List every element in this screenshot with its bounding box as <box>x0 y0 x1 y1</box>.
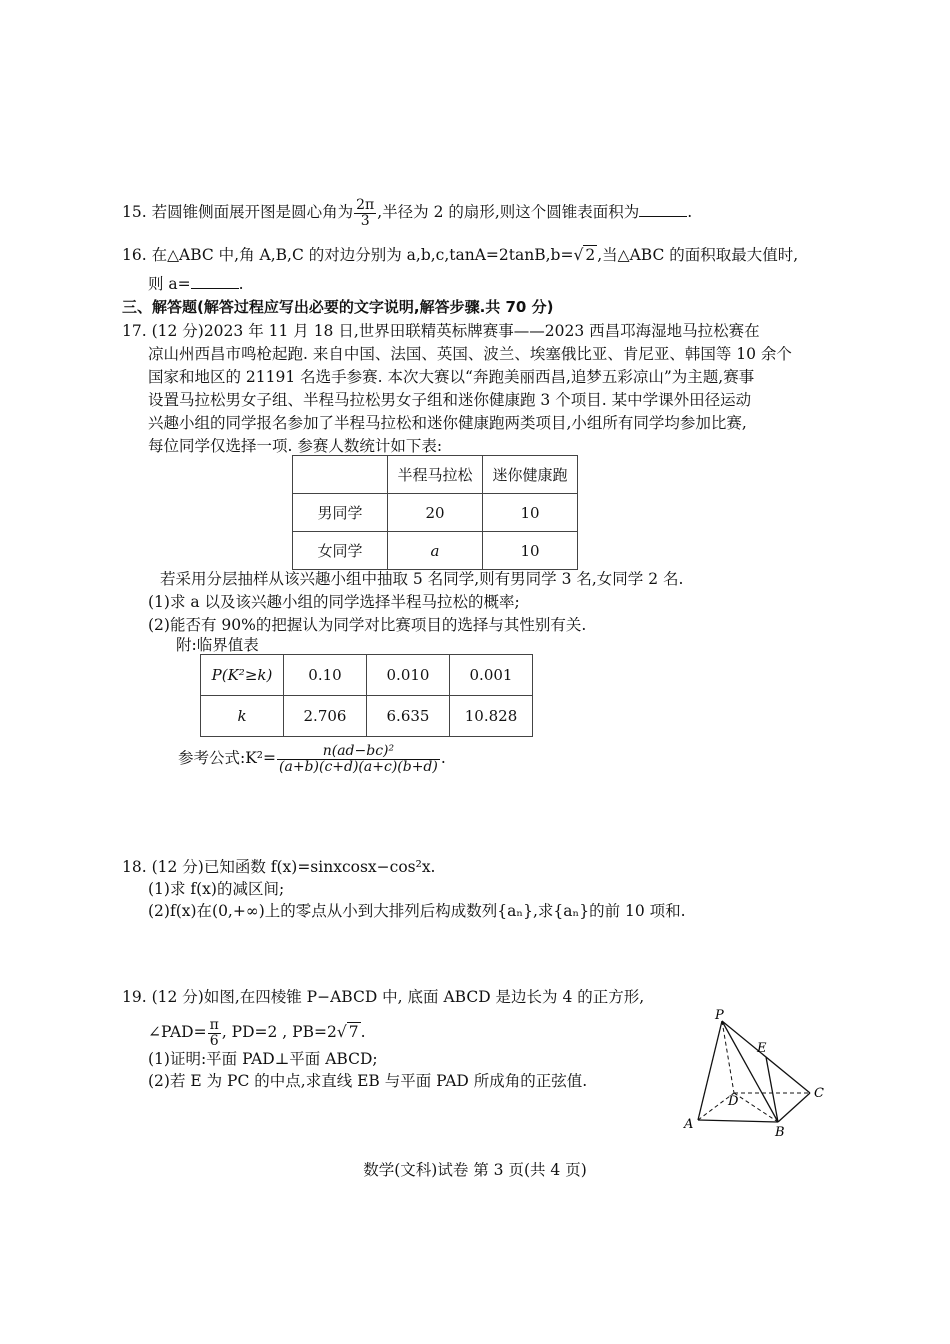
formula-end: . <box>440 749 446 767</box>
q17-line-5: 兴趣小组的同学报名参加了半程马拉松和迷你健康跑两类项目,小组所有同学均参加比赛, <box>148 414 747 432</box>
label-A: A <box>684 1117 694 1132</box>
question-15 <box>122 198 692 228</box>
q18-part-2: (2)f(x)在(0,+∞)上的零点从小到大排列后构成数列{aₙ},求{aₙ}的前 10 项和. <box>148 902 686 920</box>
q15-fraction <box>354 198 376 228</box>
q17-part-1: (1)求 a 以及该兴趣小组的同学选择半程马拉松的概率; <box>148 593 520 611</box>
q15-frac-num: 2π <box>356 197 375 213</box>
q19-line-1: 19. (12 分)如图,在四棱锥 P−ABCD 中, 底面 ABCD 是边长为 4 的正方形, <box>122 988 645 1006</box>
formula-fraction <box>277 744 440 774</box>
table-cell: 0.010 <box>367 655 450 696</box>
table-cell: 10 <box>483 494 578 532</box>
edge-BC <box>778 1093 810 1122</box>
q16-answer-blank <box>191 272 239 289</box>
formula-denominator: (a+b)(c+d)(a+c)(b+d) <box>279 758 438 775</box>
q19-fraction <box>208 1018 221 1048</box>
q18-part-1: (1)求 f(x)的减区间; <box>148 880 285 898</box>
pyramid-figure <box>670 1005 840 1140</box>
q19-frac-num: π <box>209 1016 219 1033</box>
q15-end: . <box>687 203 693 222</box>
q15-frac-den: 3 <box>360 212 370 229</box>
q17-line-2: 凉山州西昌市鸣枪起跑. 来自中国、法国、英国、波兰、埃塞俄比亚、肯尼亚、韩国等 10 余个 <box>148 345 792 363</box>
q17-sampling-text: 若采用分层抽样从该兴趣小组中抽取 5 名同学,则有男同学 3 名,女同学 2 名. <box>160 570 684 588</box>
edge-DB <box>734 1093 778 1122</box>
table-cell: 10.828 <box>450 696 533 737</box>
table-cell: k <box>201 696 284 737</box>
q17-line-4: 设置马拉松男女子组、半程马拉松男女子组和迷你健康跑 3 个项目. 某中学课外田径运动 <box>148 391 752 409</box>
table-cell: 0.001 <box>450 655 533 696</box>
table-cell: 0.10 <box>284 655 367 696</box>
q19-cond-mid: , PD=2 , PB=2 <box>221 1023 337 1041</box>
table-cell: 男同学 <box>293 494 388 532</box>
table-cell: 10 <box>483 532 578 570</box>
critical-value-table <box>200 654 533 737</box>
edge-AB <box>698 1120 778 1122</box>
table-header-cell: 半程马拉松 <box>388 456 483 494</box>
q19-frac-den: 6 <box>209 1032 219 1049</box>
reference-formula <box>178 738 446 778</box>
q19-cond-before: ∠PAD= <box>148 1023 207 1041</box>
table-header-cell <box>293 456 388 494</box>
q15-answer-blank <box>639 200 687 217</box>
q15-text-before: 若圆锥侧面展开图是圆心角为 <box>151 203 354 222</box>
participation-table-header <box>293 456 578 494</box>
table-cell: a <box>388 532 483 570</box>
q19-conditions: ∠PAD= $\frac{\pi}{6}$ , PD=2 , PB=2√ 7 . <box>148 1016 366 1049</box>
table-cell: 20 <box>388 494 483 532</box>
label-C: C <box>814 1086 824 1101</box>
q19-sqrt: 7 <box>348 1023 359 1041</box>
q17-line-1: 17. (12 分)2023 年 11 月 18 日,世界田联精英标牌赛事——2023 西昌邛海湿地马拉松赛在 <box>122 322 760 340</box>
question-16: 16. 在△ABC 中,角 A,B,C 的对边分别为 a,b,c,tanA=2tanB,b=√ 2 ,当△ABC 的面积取最大值时, <box>122 246 799 264</box>
label-P: P <box>715 1008 724 1023</box>
edge-PA <box>698 1021 722 1120</box>
label-E: E <box>757 1041 767 1056</box>
q16-line2-before: 则 a= <box>148 275 191 293</box>
q19-part-2: (2)若 E 为 PC 的中点,求直线 EB 与平面 PAD 所成角的正弦值. <box>148 1072 588 1090</box>
q17-line-3: 国家和地区的 21191 名选手参赛. 本次大赛以“奔跑美丽西昌,追梦五彩凉山”为主题,赛事 <box>148 368 755 386</box>
question-16-line2 <box>148 272 244 295</box>
q19-cond-end: . <box>360 1023 366 1041</box>
q19-part-1: (1)证明:平面 PAD⊥平面 ABCD; <box>148 1050 378 1068</box>
q15-number: 15. <box>122 203 147 222</box>
table-cell: 6.635 <box>367 696 450 737</box>
formula-numerator: n(ad−bc)² <box>277 744 440 760</box>
table-cell: P(K²≥k) <box>201 655 284 696</box>
section-3-title: 三、解答题 <box>122 298 198 316</box>
table-header-cell: 迷你健康跑 <box>483 456 578 494</box>
q16-line1: 16. 在△ABC 中,角 A,B,C 的对边分别为 a,b,c,tanA=2tanB,b= <box>122 246 574 264</box>
section-3-heading <box>122 296 553 318</box>
q17-part-2: (2)能否有 90%的把握认为同学对比赛项目的选择与其性别有关. <box>148 616 587 634</box>
section-3-note: (解答过程应写出必要的文字说明,解答步骤.共 70 分) <box>197 298 554 316</box>
table-row <box>293 532 578 570</box>
q16-line2-after: . <box>238 275 244 293</box>
table-row <box>201 655 533 696</box>
q18-line-1: 18. (12 分)已知函数 f(x)=sinxcosx−cos²x. <box>122 858 436 876</box>
table-row <box>201 696 533 737</box>
table-cell: 女同学 <box>293 532 388 570</box>
table-cell: 2.706 <box>284 696 367 737</box>
q17-line-6: 每位同学仅选择一项. 参赛人数统计如下表: <box>148 437 443 455</box>
label-D: D <box>728 1094 739 1109</box>
participation-table <box>292 455 578 570</box>
table-row <box>293 494 578 532</box>
page-footer: 数学(文科)试卷 第 3 页(共 4 页) <box>363 1161 587 1179</box>
q16-sqrt: 2 <box>585 246 596 264</box>
q15-text-after: ,半径为 2 的扇形,则这个圆锥表面积为 <box>377 203 640 222</box>
q17-appendix-label: 附:临界值表 <box>176 636 259 654</box>
q16-line1-after: ,当△ABC 的面积取最大值时, <box>597 246 799 264</box>
formula-label: 参考公式:K²= <box>178 749 277 767</box>
label-B: B <box>775 1125 785 1140</box>
